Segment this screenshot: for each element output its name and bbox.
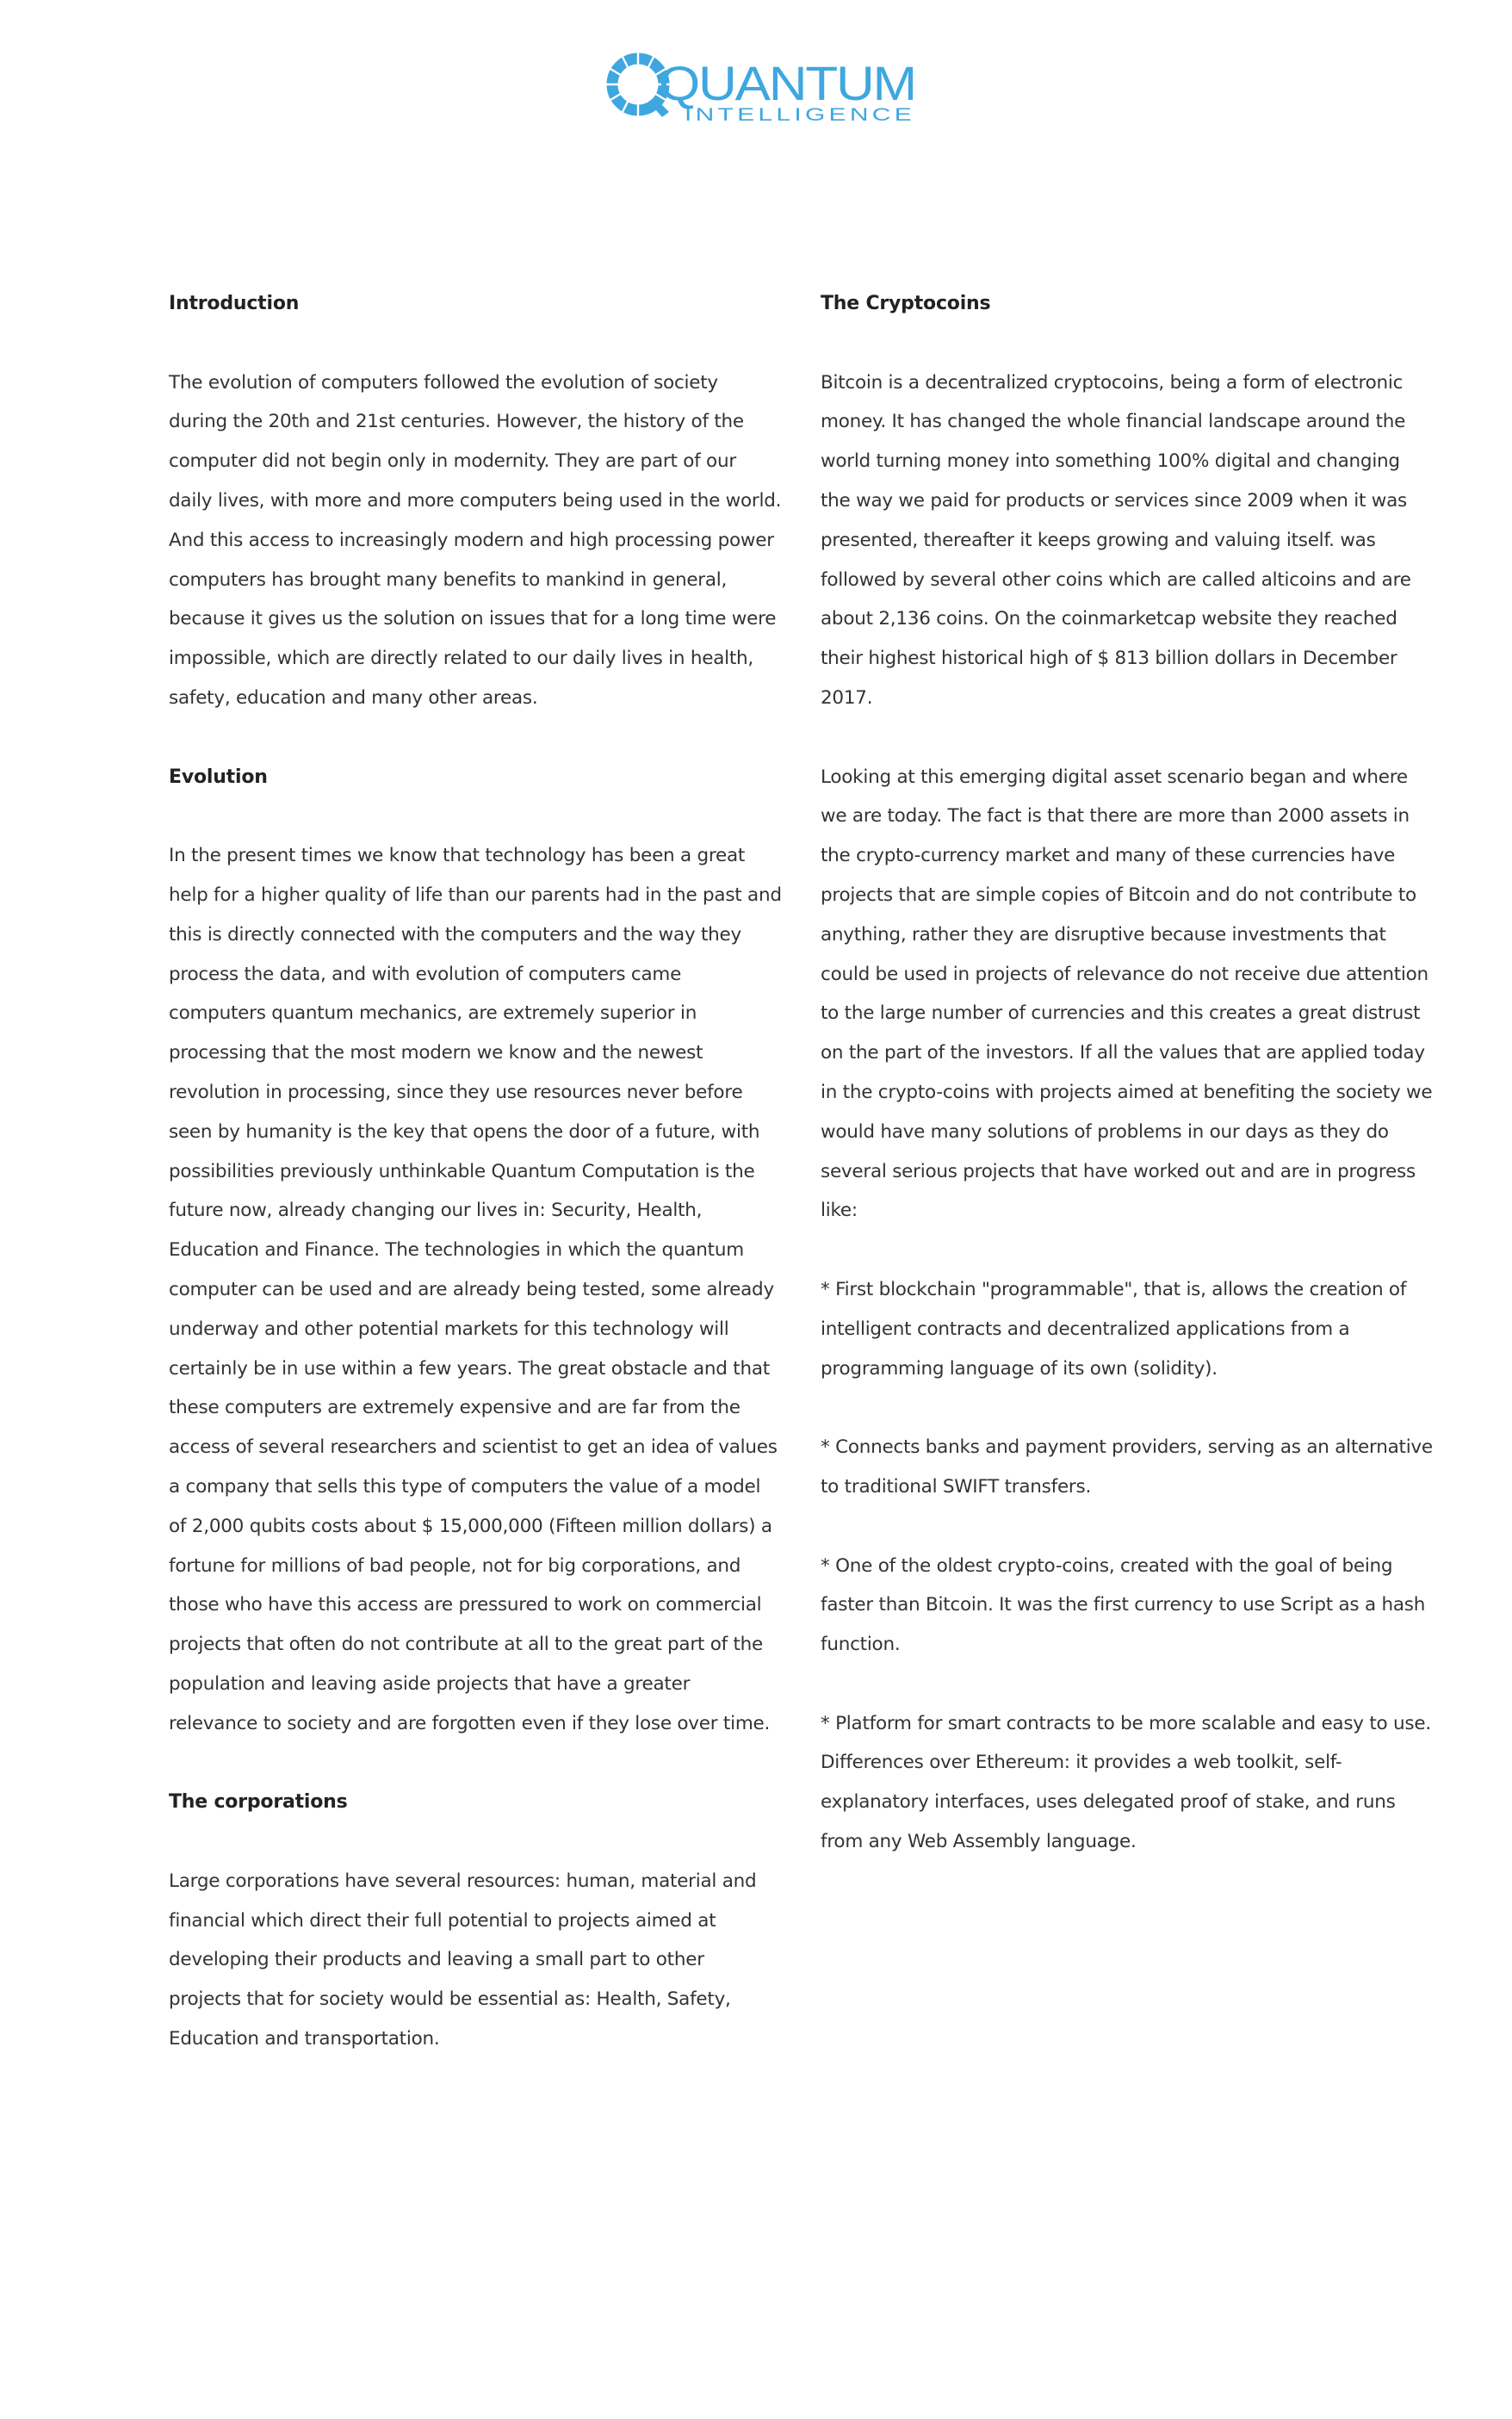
spacer [169, 1743, 782, 1783]
left-column [169, 284, 782, 2059]
bullet-item: * Platform for smart contracts to be more scalable and easy to use. Differences over Ethereum: it provides a web toolkit, self-explanatory interfaces, uses delegated proof of stake, and runs from any Web Assembly language. [821, 1712, 1431, 1853]
spacer [169, 797, 782, 836]
right-column [821, 284, 1434, 1862]
evolution-heading: Evolution [169, 766, 268, 788]
spacer [169, 718, 782, 758]
logo-graphic [605, 50, 933, 127]
spacer [821, 324, 1434, 363]
scenario-paragraph: Looking at this emerging digital asset scenario began and where we are today. The fact is that there are more than 2000 assets in the crypto-currency market and many of these currencies have projects that are simple copies of Bitcoin and do not contribute to anything, rather they are disruptive because investments that could be used in projects of relevance do not receive due attention to the large number of currencies and this creates a great distrust on the part of the investors. If all the values that are applied today in the crypto-coins with projects aimed at benefiting the society we would have many solutions of problems in our days as they do several serious projects that have worked out and are in progress like: [821, 766, 1433, 1222]
bullet-item: * First blockchain "programmable", that is, allows the creation of intelligent contracts and decentralized applications from a programming language of its own (solidity). [821, 1278, 1407, 1380]
evolution-paragraph: In the present times we know that technology has been a great help for a higher quality of life than our parents had in the past and this is directly connected with the computers and the way they process the data, and with evolution of computers came computers quantum mechanics, are extremely superior in processing that the most modern we know and the newest revolution in processing, since they use resources never before seen by humanity is the key that opens the door of a future, with possibilities previously unthinkable Quantum Computation is the future now, already changing our lives in: Security, Health, Education and Finance. The technologies in which the quantum computer can be used and are already being tested, some already underway and other potential markets for this technology will certainly be in use within a few years. The great obstacle and that these computers are extremely expensive and are far from the access of several researchers and scientist to get an idea of values a company that sells this type of computers the value of a model of 2,000 qubits costs about $ 15,000,000 (Fifteen million dollars) a fortune for millions of bad people, not for big corporations, and those who have this access are pressured to work on commercial projects that often do not contribute at all to the great part of the population and leaving aside projects that have a greater relevance to society and are forgotten even if they lose over time. [169, 845, 782, 1734]
logo-sub-text: INTELLIGENCE [685, 105, 915, 125]
introduction-paragraph: The evolution of computers followed the evolution of society during the 20th and 21st centuries. However, the history of the computer did not begin only in modernity. They are part of our daily lives, with more and more computers being used in the world. And this access to increasingly modern and high processing power computers has brought many benefits to mankind in general, because it gives us the solution on issues that for a long time were impossible, which are directly related to our daily lives in health, safety, education and many other areas. [169, 371, 782, 709]
spacer [169, 1822, 782, 1862]
quantum-intelligence-logo [605, 50, 933, 127]
corporations-paragraph: Large corporations have several resources: human, material and financial which direct their full potential to projects aimed at developing their products and leaving a small part to other projects that for society would be essential as: Health, Safety, Education and transportation. [169, 1870, 757, 2050]
spacer [169, 324, 782, 363]
cryptocoins-paragraph: Bitcoin is a decentralized cryptocoins, being a form of electronic money. It has changed the whole financial landscape around the world turning money into something 100% digital and changing the way we paid for products or services since 2009 when it was presented, thereafter it keeps growing and valuing itself. was followed by several other coins which are called alticoins and are about 2,136 coins. On the coinmarketcap website they reached their highest historical high of $ 813 billion dollars in December 2017. [821, 371, 1411, 709]
corporations-heading: The corporations [169, 1791, 348, 1814]
bullet-item: * One of the oldest crypto-coins, created with the goal of being faster than Bitcoin. It was the first currency to use Script as a hash function. [821, 1554, 1426, 1656]
cryptocoins-heading: The Cryptocoins [821, 293, 991, 314]
introduction-heading: Introduction [169, 293, 300, 314]
bullet-item: * Connects banks and payment providers, serving as an alternative to traditional SWIFT transfers. [821, 1436, 1433, 1498]
logo-main-text: QUANTUM [659, 56, 915, 110]
